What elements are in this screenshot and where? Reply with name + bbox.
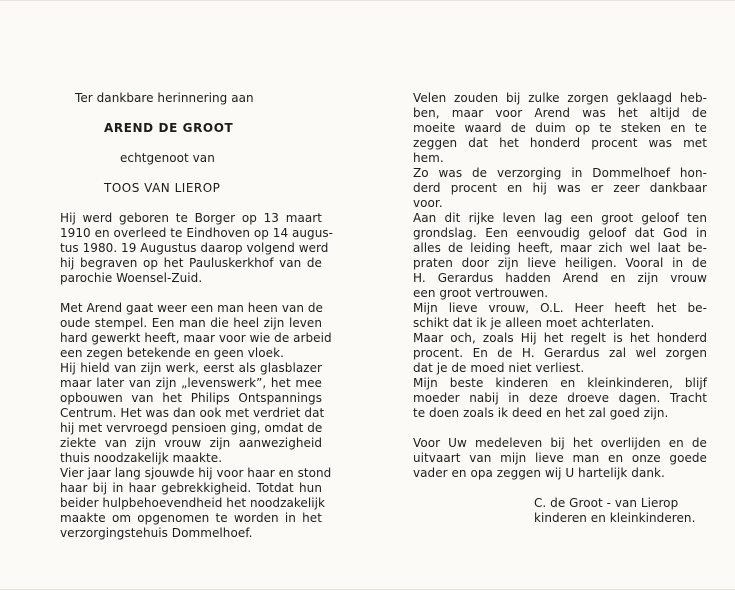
text-line: thuis noodzakelijk maakte. <box>60 451 223 465</box>
text-line: ziekte van zijn vrouw zijn aanwezigheid <box>60 436 322 450</box>
text-line: hem. <box>413 151 444 165</box>
text-line: derd procent en hij was er zeer dankbaar <box>413 181 707 195</box>
text-line: moeder nabij in deze droeve dagen. Tracht <box>413 391 707 405</box>
text-line: Hij hield van zijn werk, eerst als glasblazer <box>60 361 322 375</box>
text-line: Centrum. Het was dan ook met verdriet dat <box>60 406 325 420</box>
text-line: een groot vertrouwen. <box>413 286 549 300</box>
deceased-name: AREND DE GROOT <box>104 121 234 135</box>
text-line: praten door zijn lieve heiligen. Vooral in de <box>413 256 707 270</box>
text-line: maar later van zijn „levenswerk”, het mee <box>60 376 322 390</box>
text-line: Zo was de verzorging in Dommelhoef hon- <box>413 166 707 180</box>
text-line: grondslag. Een eenvoudig geloof dat God in <box>413 226 707 240</box>
text-line: te doen zoals ik deed en het zal goed zijn. <box>413 406 669 420</box>
text-line: vader en opa zeggen wij U hartelijk dank. <box>413 466 665 480</box>
text-line: schikt dat ik je alleen moet achterlaten. <box>413 316 655 330</box>
text-line: opbouwen van het Philips Ontspannings <box>60 391 322 405</box>
text-line: voor. <box>413 196 443 210</box>
text-line: moeite waard de duim op te steken en te <box>413 121 707 135</box>
text-line: Mijn beste kinderen en kleinkinderen, blijf <box>413 376 707 390</box>
text-line: hij met vervroegd pensioen ging, omdat de <box>60 421 323 435</box>
text-line: ben, maar voor Arend was het altijd de <box>413 106 707 120</box>
text-line: een zegen betekende en geen vloek. <box>60 346 284 360</box>
text-line: Mijn lieve vrouw, O.L. Heer heeft het be- <box>413 301 707 315</box>
text-line: Aan dit rijke leven lag een groot geloof ten <box>413 211 707 225</box>
text-line: hij begraven op het Pauluskerkhof van de <box>60 256 322 270</box>
signature-family: kinderen en kleinkinderen. <box>534 511 696 525</box>
text-line: zeggen dat het honderd procent was met <box>413 136 707 150</box>
text-line: alles de leiding heeft, maar zich wel laat be- <box>413 241 707 255</box>
text-line: Velen zouden bij zulke zorgen geklaagd heb- <box>413 91 707 105</box>
text-line: beider hulpbehoevendheid het noodzakelijk <box>60 496 326 510</box>
text-line: maakte om opgenomen te worden in het <box>60 511 322 525</box>
signature-name: C. de Groot - van Lierop <box>534 496 679 510</box>
text-line: Met Arend gaat weer een man heen van de <box>60 301 323 315</box>
text-line: dat je de moed niet verliest. <box>413 361 585 375</box>
text-line: hard gewerkt heeft, maar voor wie de arbeid <box>60 331 332 345</box>
text-line: Voor Uw medeleven bij het overlijden en de <box>413 436 707 450</box>
text-line: 1910 en overleed te Eindhoven op 14 augus- <box>60 226 334 240</box>
spouse-name: TOOS VAN LIEROP <box>104 181 221 195</box>
text-line: parochie Woensel-Zuid. <box>60 271 203 285</box>
text-line: procent. En de H. Gerardus zal wel zorgen <box>413 346 707 360</box>
text-line: Hij werd geboren te Borger op 13 maart <box>60 211 322 225</box>
text-line: uitvaart van mijn lieve man en onze goede <box>413 451 707 465</box>
text-line: haar bij in haar gebrekkigheid. Totdat hun <box>60 481 322 495</box>
text-line: oude stempel. Een man die heel zijn leven <box>60 316 322 330</box>
text-line: Vier jaar lang sjouwde hij voor haar en stond <box>60 466 332 480</box>
text-line: tus 1980. 19 Augustus daarop volgend werd <box>60 241 329 255</box>
relation-line: echtgenoot van <box>120 151 215 165</box>
text-line: H. Gerardus hadden Arend en zijn vrouw <box>413 271 707 285</box>
text-line: Maar och, zoals Hij het regelt is het honderd <box>413 331 707 345</box>
text-line: verzorgingstehuis Dommelhoef. <box>60 526 253 540</box>
dedication-line: Ter dankbare herinnering aan <box>75 91 254 105</box>
